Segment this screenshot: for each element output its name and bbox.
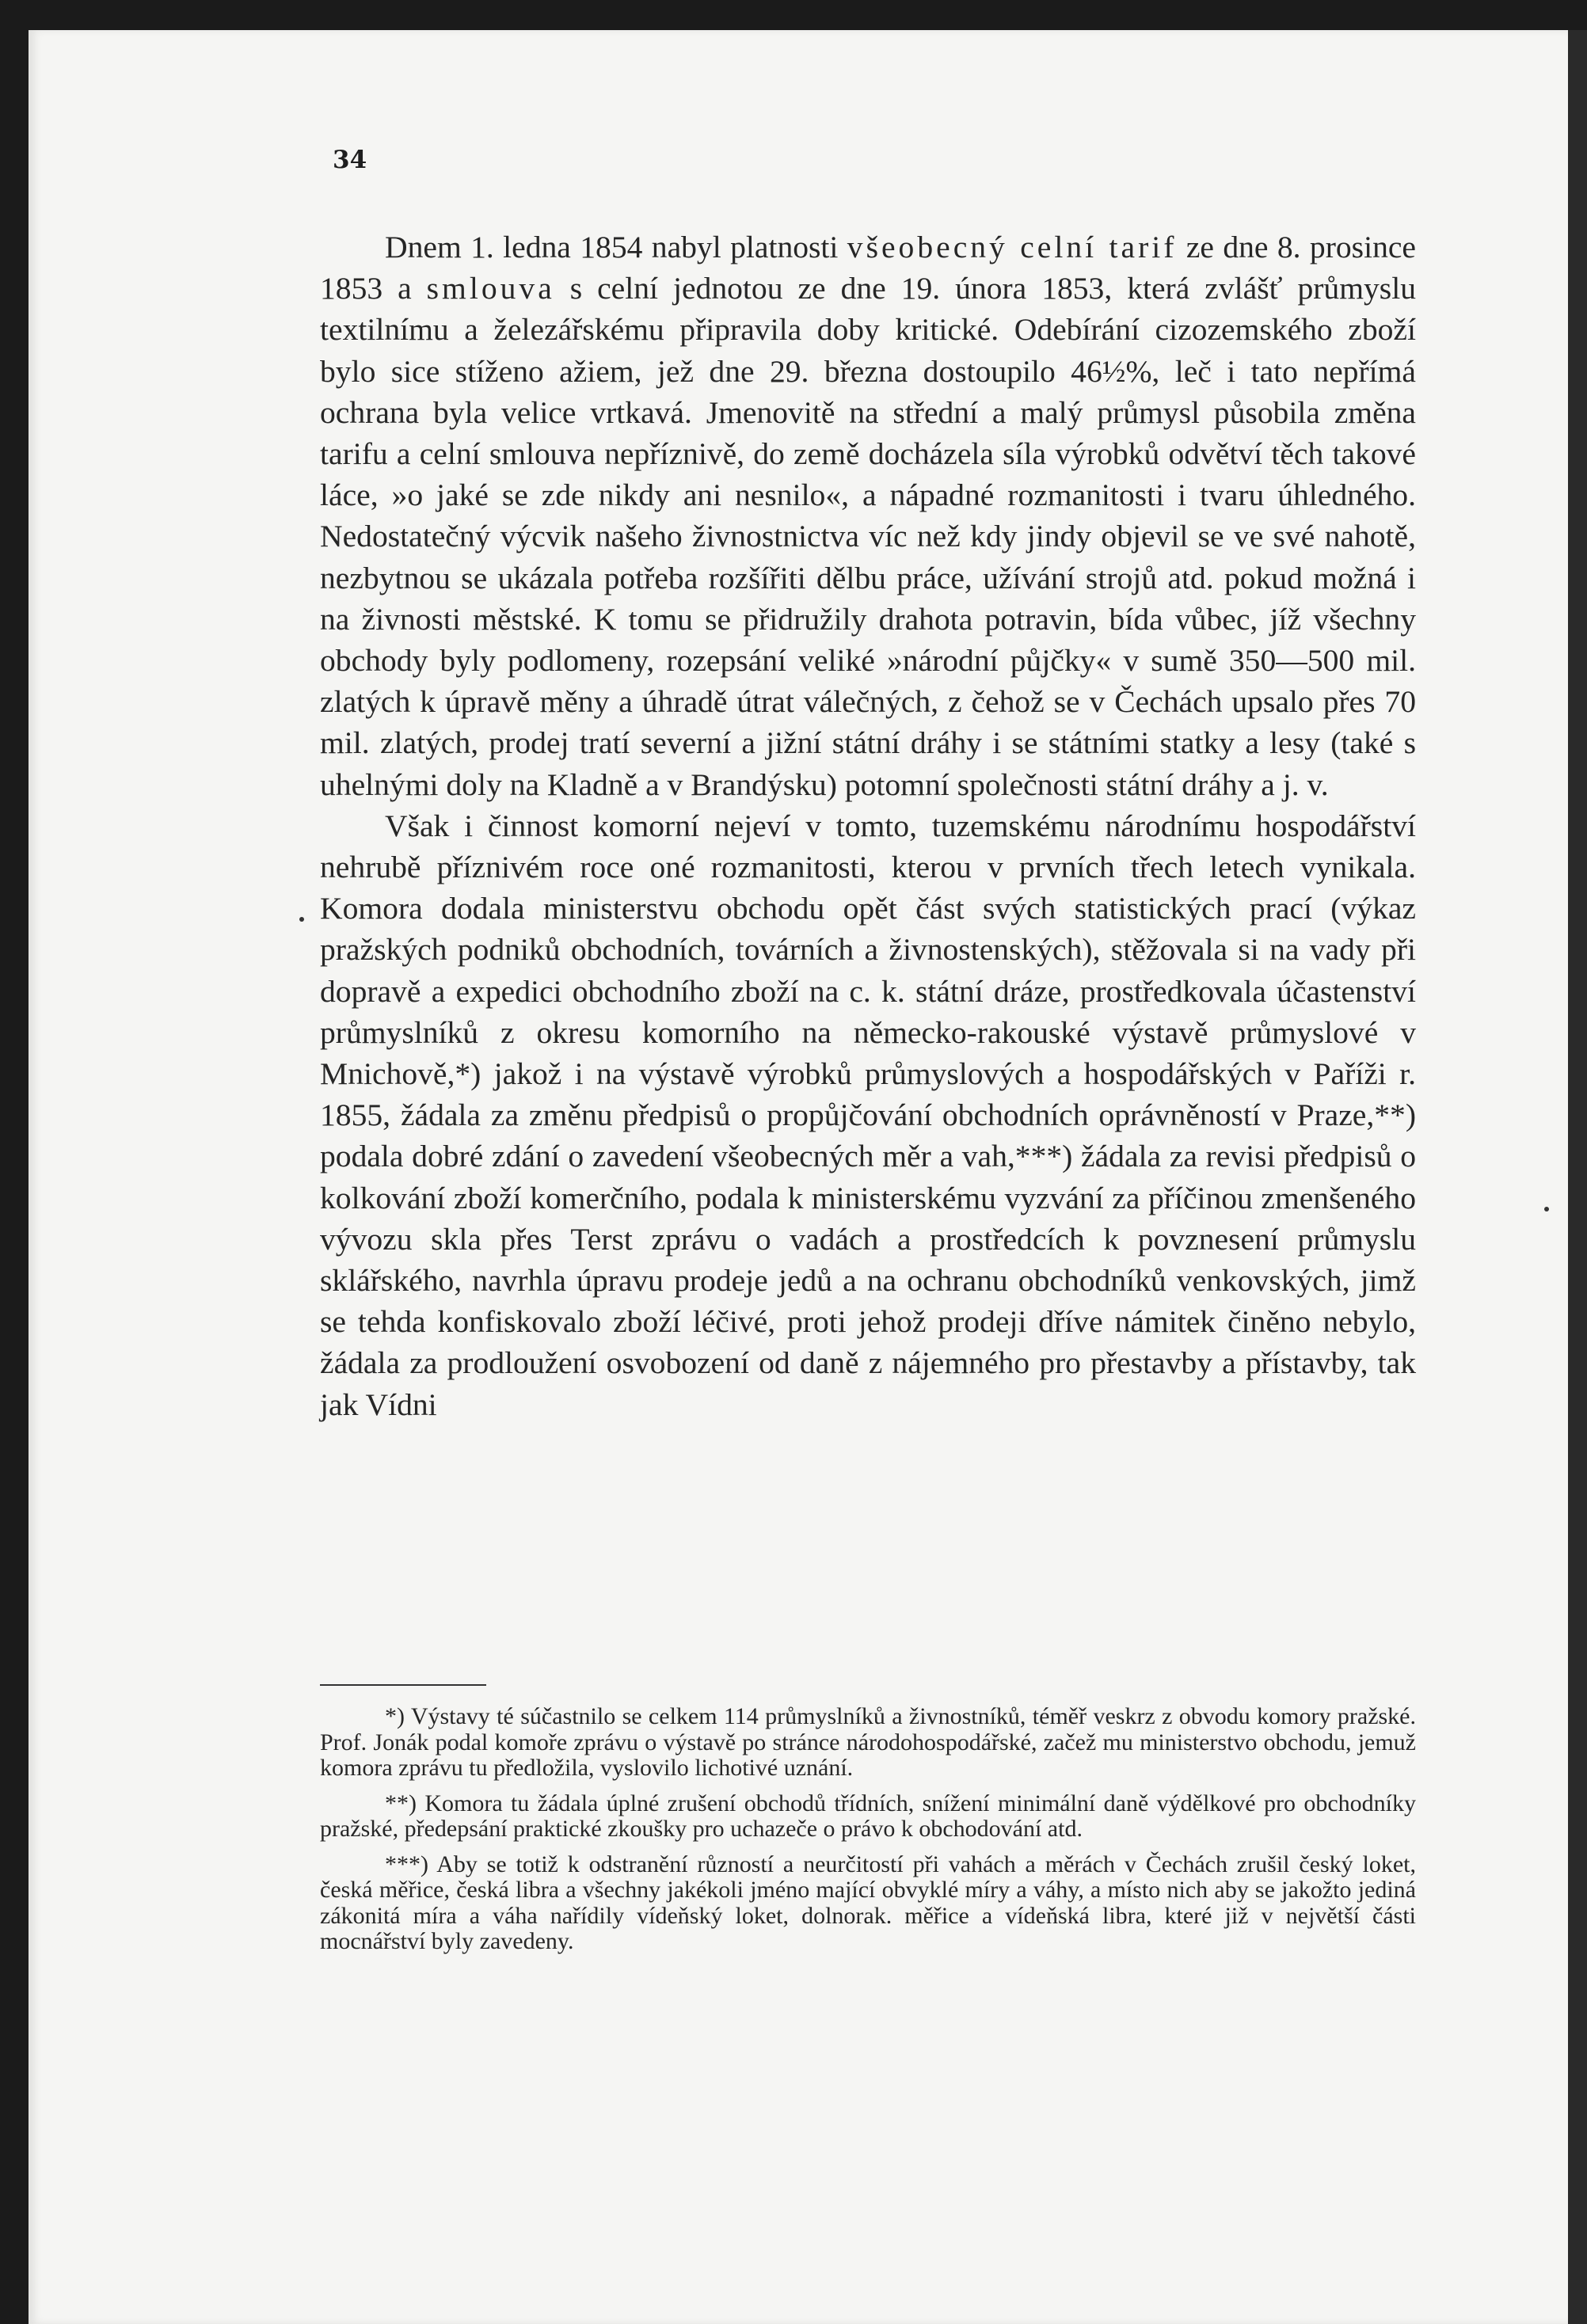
paragraph-1-part-c: s celní jednotou ze dne 19. února 1853, která zvlášť průmyslu textilnímu a železářskému připravila doby kritické. Odebírání cizozemského zboží bylo sice stíženo ažiem, jež dne 29. března dostoupilo 46½%, leč i tato nepřímá ochrana byla velice vrtkavá. Jmenovitě na střední a malý průmysl působila změna tarifu a celní smlouva nepříznivě, do země docházela síla výrobků odvětví těch takové láce, »o jaké se zde nikdy ani nesnilo«, a nápadné rozmanitosti i tvaru úhledného. Nedostatečný výcvik našeho živnostnictva víc než kdy jindy objevil se ve své nahotě, nezbytnou se ukázala potřeba rozšířiti dělbu práce, užívání strojů atd. pokud možná i na živnosti městské. K tomu se přidružily drahota potravin, bída vůbec, jíž všechny obchody byly podlomeny, rozepsání veliké »národní půjčky« v sumě 350—500 mil. zlatých k úpravě měny a úhradě útrat válečných, z čehož se v Čechách upsalo přes 70 mil. zlatých, prodej tratí severní a jižní státní dráhy i se státními statky a lesy (také s uhelnými doly na Kladně a v Brandýsku) potomní společnosti státní dráhy a j. v.	[320, 271, 1416, 802]
footnotes	[320, 1704, 1416, 1965]
paragraph-chamber-activity: Však i činnost komorní nejeví v tomto, tuzemskému národnímu hospodářství nehrubě příznivém roce oné rozmanitosti, kterou v prvních třech letech vynikala. Komora dodala ministerstvu obchodu opět část svých statistických prací (výkaz pražských podniků obchodních, továrních a živnostenských), stěžovala si na vady při dopravě a expedici obchodního zboží na c. k. státní dráze, prostředkovala účastenství průmyslníků z okresu komorního na německo-rakouské výstavě průmyslové v Mnichově,*) jakož i na výstavě výrobků průmyslových a hospodářských v Paříži r. 1855, žádala za změnu předpisů o propůjčování obchodních oprávněností v Praze,**) podala dobré zdání o zavedení všeobecných měr a vah,***) žádala za revisi předpisů o kolkování zboží komerčního, podala k ministerskému vyzvání za příčinou zmenšeného vývozu skla přes Terst zprávu o vadách a prostředcích k povznesení průmyslu sklářského, navrhla úpravu prodeje jedů a na ochranu obchodníků venkovských, jimž se tehda konfiskovalo zboží léčivé, proti jehož prodeji dříve námitek činěno nebylo, žádala za prodloužení osvobození od daně z nájemného pro přestavby a přístavby, tak jak Vídni	[320, 808, 1416, 1422]
paragraph-1-part-b: ze dne 8. prosince 1853 a	[320, 230, 1416, 306]
footnote-2: **) Komora tu žádala úplné zrušení obchodů třídních, snížení minimální daně výdělkové pro obchodníky pražské, předepsání praktické zkoušky pro uchazeče o právo k obchodování atd.	[320, 1790, 1416, 1842]
paragraph-tariff	[320, 226, 1416, 805]
margin-dot-right	[1544, 1207, 1549, 1211]
margin-dot-left	[299, 917, 304, 922]
emphasis-general-tariff: všeobecný celní tarif	[847, 230, 1178, 264]
book-edge-shadow	[1568, 30, 1587, 2324]
footnote-3: ***) Aby se totiž k odstranění růzností a neurčitostí při vahách a měrách v Čechách zrušil český loket, česká měřice, česká libra a všechny jakékoli jméno mající obvyklé míry a váhy, a místo nich aby se jakožto jediná zákonitá míra a váha nařídily vídeňský loket, dolnorak. měřice a vídeňská libra, které již v největší části mocnářství byly zavedeny.	[320, 1850, 1416, 1954]
main-text	[320, 226, 1416, 1425]
footnote-divider	[320, 1684, 486, 1686]
footnote-1: *) Výstavy té súčastnilo se celkem 114 průmyslníků a živnostníků, téměř veskrz z obvodu komory pražské. Prof. Jonák podal komoře zprávu o výstavě po stránce národohospodářské, začež mu ministerstvo obchodu, jemuž komora zprávu tu předložila, vyslovilo lichotivé uznání.	[320, 1703, 1416, 1781]
emphasis-treaty: smlouva	[426, 271, 555, 306]
paragraph-1-part-a: Dnem 1. ledna 1854 nabyl platnosti	[385, 230, 847, 264]
page-number: 34	[333, 146, 367, 174]
